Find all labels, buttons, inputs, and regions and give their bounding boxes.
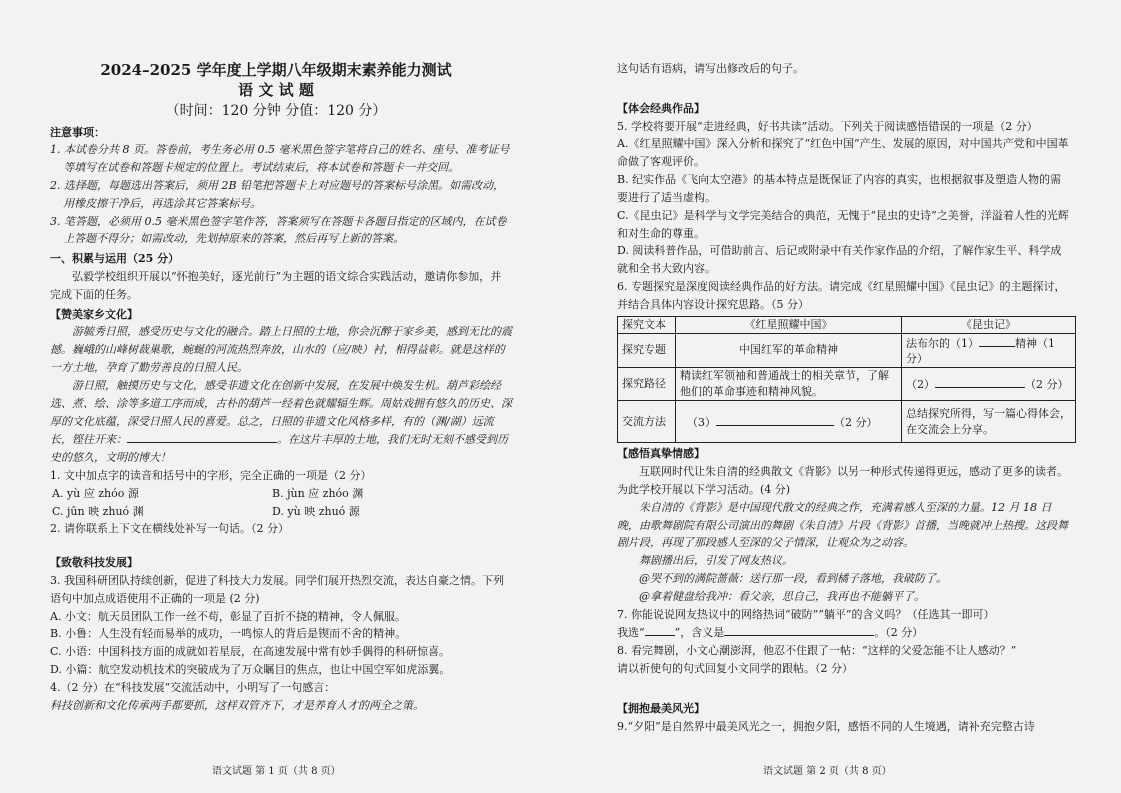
- hometown-para-2-text: 游日照，触摸历史与文化，感受非遗文化在创新中发展，在发展中焕发生机。葫芦彩绘经选、煮、绘、涂等多道工序而成，古朴的葫芦一经着色就耀辐生辉。周姑戏拥有悠久的历史、深厚的文化底蕴，深受日照人民的喜爱。总之，日照的非遗文化风格多样，有的（渊/湖）远流长，铿往开来：: [50, 378, 512, 447]
- q2-answer-blank[interactable]: [127, 430, 277, 443]
- q1-option-c[interactable]: C. jūn 映 zhuó 渊: [52, 504, 144, 518]
- q8-stem: 8. 看完舞剧，小文心潮澎湃，他忍不住跟了一帖：“这样的父爱怎能不让人感动？”: [617, 644, 1017, 658]
- table-cell: 探究专题: [618, 333, 676, 368]
- q9-stem: 9.“夕阳”是自然界中最美风光之一，拥抱夕阳，感悟不同的人生境遇，请补充完整古诗: [617, 719, 1035, 733]
- q7-text-b: ”，含义是: [674, 626, 725, 640]
- q6-table: [617, 316, 1076, 444]
- table-cell: [676, 401, 902, 443]
- hometown-para-1: 游毓秀日照，感受历史与文化的融合。踏上日照的土地，你会沉醉于家乡美，感到无比的震撼。巍峨的山峰树裁巢歌，蜿蜒的河流热烈奔放，山水的（应/映）衬，相得益彰。就是这样的一方土地，孕育了勤劳善良的日照人民。: [50, 325, 512, 375]
- q1-option-b[interactable]: B. jùn 应 zhóo 渊: [272, 486, 364, 500]
- q1-options: [50, 485, 512, 521]
- table-cell: 探究路径: [618, 368, 676, 401]
- notice-item-1: 1. 本试卷分共 8 页。答卷前，考生务必用 0.5 毫米黑色签字笔将自己的姓名、座号、准考证号等填写在试卷和答题卡规定的位置上。考试结束后，将本试卷和答题卡一并交回。: [50, 143, 510, 175]
- q5-option-b[interactable]: B. 纪实作品《飞向太空港》的基本特点是既保证了内容的真实，也根据叙事及塑造人物的需要进行了适当虚构。: [617, 173, 1062, 204]
- table-cell-text: 精神（1 分）: [906, 336, 1055, 366]
- page-1: [0, 0, 560, 793]
- part1-intro: 弘毅学校组织开展以“怀抱美好，逐光前行”为主题的语文综合实践活动，邀请你参加，并完成下面的任务。: [50, 270, 502, 301]
- emotion-intro: 互联网时代让朱自清的经典散文《背影》以另一种形式传递得更远，感动了更多的读者。为此学校开展以下学习活动。(4 分): [617, 465, 1068, 496]
- section-scenery-heading: 【拥抱最美风光】: [617, 701, 705, 715]
- exam-subtitle: 语 文 试 题: [238, 81, 314, 99]
- table-cell-text: （3）: [687, 415, 716, 429]
- q7-meaning-blank[interactable]: [724, 623, 874, 636]
- q4-quote: 科技创新和文化传承两手都要抓，这样双管齐下，才是养育人才的两全之策。: [50, 698, 424, 712]
- footer-page-1: 语文试题 第 1 页（共 8 页）: [212, 766, 341, 777]
- q5-option-d[interactable]: D. 阅读科普作品，可借助前言、后记或附录中有关作家作品的介绍，了解作家生平、科学成就和全书大致内容。: [617, 244, 1062, 276]
- table-cell: 精读红军领袖和普通战士的相关章节，了解他们的革命事迹和精神风貌。: [676, 368, 902, 401]
- q7-answer-line: [617, 623, 1071, 642]
- section-emotion-heading: 【感悟真挚情感】: [617, 447, 705, 461]
- table-cell: 《红星照耀中国》: [676, 316, 902, 333]
- table-cell: [902, 333, 1076, 368]
- hometown-para-2-end: 。在这片丰厚的土地，我们无时无刻不感受到历史的悠久，文明的博大！: [50, 433, 508, 465]
- emotion-comment-2: @拿着健盘给我冲：看父亲，思自己，我再也不能躺平了。: [639, 589, 925, 603]
- q5-option-a[interactable]: A.《红星照耀中国》深入分析和探究了“红色中国”产生、发展的原因，对中国共产党和中国革命做了客观评价。: [617, 137, 1069, 169]
- table-row: [618, 368, 1076, 401]
- table-cell-text: 法布尔的（1）: [906, 336, 979, 350]
- section-hometown-heading: 【赞美家乡文化】: [50, 307, 138, 321]
- q6-blank-1[interactable]: [979, 334, 1015, 347]
- q7-text-c: 。（2 分）: [874, 626, 924, 640]
- q1-option-d[interactable]: D. yù 映 zhuó 源: [272, 504, 360, 518]
- table-cell: 总结探究所得，写一篇心得体会，在交流会上分享。: [902, 401, 1076, 443]
- table-row: [618, 401, 1076, 443]
- q2-stem: 2. 请你联系上下文在横线处补写一句话。（2 分）: [50, 522, 289, 536]
- q3-option-a[interactable]: A. 小文：航天员团队工作一丝不苟，彰显了百折不挠的精神，令人佩服。: [50, 609, 406, 623]
- q7-stem: 7. 你能说说网友热议中的网络热词“破防”“躺平”的含义吗？（任选其一即可）: [617, 607, 995, 621]
- section-classics-heading: 【体会经典作品】: [617, 101, 705, 115]
- table-cell: [902, 368, 1076, 401]
- notice-item-2: 2. 选择题，每题选出答案后，须用 2B 铅笔把答题卡上对应题号的答案标号涂黑。如需改动，用橡皮擦干净后，再选涂其它答案标号。: [50, 178, 505, 210]
- q3-stem: 3. 我国科研团队持续创新，促进了科技大力发展。同学们展开热烈交流，表达自豪之情。下列语句中加点成语使用不正确的一项是 (2 分): [50, 574, 504, 605]
- table-cell-text: （2 分）: [834, 415, 878, 429]
- part1-heading: 一、积累与运用（25 分）: [50, 252, 180, 266]
- emotion-para: 朱自清的《背影》是中国现代散文的经典之作，充满着感人至深的力量。12 月 18 日晚，由歌舞剧院有限公司演出的舞剧《朱自清》片段《背影》首播，当晚就冲上热搜。这段舞剧片段，再现了那段感人至深的父子情深，让观众为之动容。: [617, 500, 1068, 550]
- table-cell: 中国红军的革命精神: [676, 333, 902, 368]
- exam-time-score: （时间：120 分钟 分值：120 分）: [165, 102, 387, 119]
- table-cell: 探究文本: [618, 316, 676, 333]
- table-cell-text: （2 分）: [1025, 378, 1069, 392]
- exam-title: 2024–2025 学年度上学期八年级期末素养能力测试: [100, 61, 452, 79]
- q3-option-b[interactable]: B. 小鲁：人生没有轻而易举的成功，一鸣惊人的背后是锲而不舍的精神。: [50, 627, 407, 641]
- section-tech-heading: 【致敬科技发展】: [50, 556, 138, 570]
- q7-choice-blank[interactable]: [645, 623, 675, 636]
- table-cell-text: （2）: [906, 378, 935, 392]
- q6-stem: 6. 专题探究是深度阅读经典作品的好方法。请完成《红星照耀中国》《昆虫记》的主题探讨，并结合具体内容设计探究思路。（5 分）: [617, 279, 1066, 311]
- q5-option-c[interactable]: C.《昆虫记》是科学与文学完美结合的典范，无愧于“昆虫的史诗”之美誉，洋溢着人性的光辉和对生命的尊重。: [617, 208, 1069, 240]
- page-2: [565, 0, 1121, 793]
- footer-page-2: 语文试题 第 2 页（共 8 页）: [763, 766, 892, 777]
- q4-continuation: 这句话有语病，请写出修改后的句子。: [617, 62, 804, 75]
- q4-stem: 4.（2 分）在“科技发展”交流活动中，小明写了一句感言：: [50, 680, 336, 694]
- table-cell: 交流方法: [618, 401, 676, 443]
- table-row: [618, 316, 1076, 333]
- emotion-line-1: 舞剧播出后，引发了网友热议。: [639, 554, 793, 568]
- q1-stem: 1. 文中加点字的读音和括号中的字形，完全正确的一项是（2 分）: [50, 468, 372, 482]
- table-row: [618, 333, 1076, 368]
- q8-continuation: 请以祈使句的句式回复小文同学的跟帖。（2 分）: [617, 662, 853, 675]
- notice-heading: 注意事项：: [50, 125, 105, 139]
- notice-item-3: 3. 笔答题，必须用 0.5 毫米黑色签字笔作答，答案须写在答题卡各题目指定的区域内，在试卷上答题不得分；如需改动，先划掉原来的答案，然后再写上新的答案。: [50, 214, 507, 246]
- table-cell: 《昆虫记》: [902, 316, 1076, 333]
- emotion-comment-1: @哭不到的满院蔷薇：送行那一段，看到橘子落地，我破防了。: [639, 571, 947, 585]
- q6-blank-2[interactable]: [935, 375, 1025, 388]
- q6-blank-3[interactable]: [716, 413, 834, 426]
- q1-option-a[interactable]: A. yù 应 zhóo 源: [52, 486, 139, 500]
- q3-option-c[interactable]: C. 小语：中国科技方面的成就如若星辰，在高速发展中常有妙手偶得的科研惊喜。: [50, 645, 451, 659]
- hometown-para-2: [50, 377, 512, 467]
- q7-text-a: 我选“: [617, 626, 645, 640]
- q3-option-d[interactable]: D. 小篇：航空发动机技术的突破成为了万众瞩目的焦点，也让中国空军如虎添翼。: [50, 663, 451, 677]
- q5-stem: 5. 学校将要开展“走进经典，好书共读”活动。下列关于阅读感悟错误的一项是（2 分）: [617, 119, 1038, 133]
